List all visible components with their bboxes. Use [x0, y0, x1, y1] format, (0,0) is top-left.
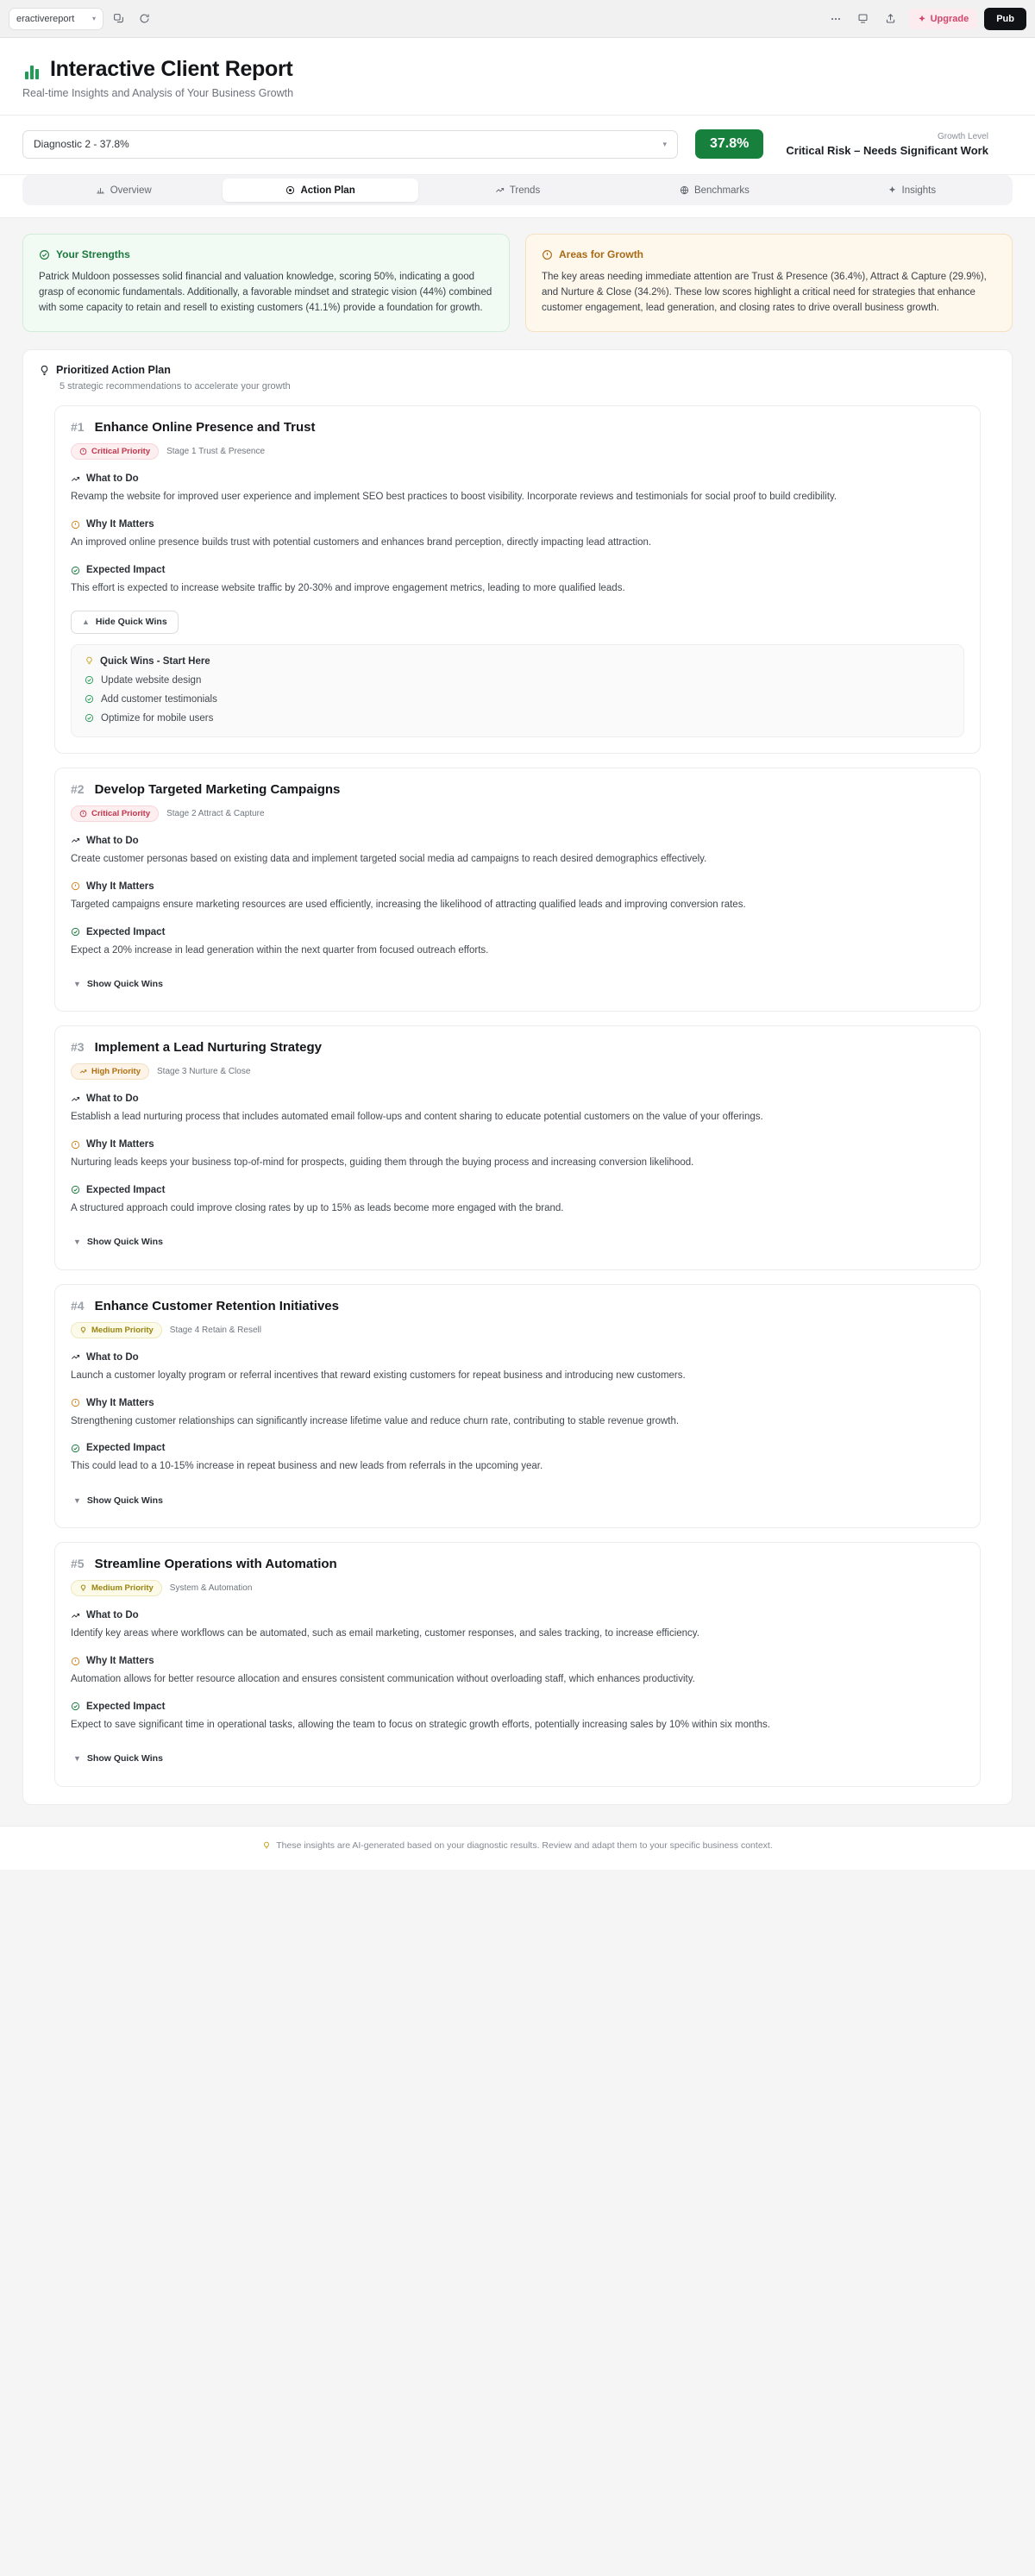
- show-quick-wins-button[interactable]: [71, 1231, 174, 1254]
- priority-badge-label: Critical Priority: [91, 447, 151, 457]
- check-circle-icon: [71, 927, 80, 937]
- recommendation-card: [54, 405, 981, 753]
- priority-badge: [71, 1322, 162, 1338]
- diagnostic-select[interactable]: [22, 130, 678, 159]
- show-quick-wins-label: Show Quick Wins: [86, 1753, 163, 1764]
- summary-cards: [22, 234, 1013, 332]
- tab-benchmarks[interactable]: [617, 179, 812, 202]
- footer-note-inner: [262, 1840, 773, 1851]
- action-plan-subtitle: 5 strategic recommendations to accelerate your growth: [60, 381, 291, 392]
- expected-impact-body: This effort is expected to increase website traffic by 20-30% and improve engagement metrics, leading to more qualified leads.: [71, 583, 625, 594]
- priority-badge-label: Critical Priority: [91, 808, 151, 818]
- what-to-do-body: Launch a customer loyalty program or referral incentives that reward existing customers for repeat business and introducing new customers.: [71, 1369, 686, 1381]
- tabs-bar: [0, 175, 1035, 218]
- recommendation-badges: [71, 443, 964, 460]
- globe-icon: [680, 185, 689, 195]
- diagnostic-select-value: Diagnostic 2 - 37.8%: [34, 138, 129, 150]
- target-icon: [285, 185, 295, 195]
- recommendation-number: #5: [71, 1557, 85, 1571]
- growth-card-header: [542, 248, 996, 260]
- hide-quick-wins-button[interactable]: [71, 611, 179, 634]
- what-to-do-body: Establish a lead nurturing process that includes automated email follow-ups and content sharing to educate potential customers on the value of your offerings.: [71, 1112, 763, 1123]
- why-it-matters-header: [71, 1656, 964, 1666]
- recommendation-title: Enhance Online Presence and Trust: [94, 420, 316, 436]
- trend-icon: [79, 1068, 87, 1075]
- publish-button[interactable]: Pub: [984, 8, 1026, 30]
- expected-impact-label: Expected Impact: [86, 1701, 166, 1712]
- trend-icon: [71, 474, 80, 484]
- upgrade-button[interactable]: [909, 9, 978, 29]
- recommendation-number: #4: [71, 1298, 85, 1313]
- action-plan-header: [39, 364, 996, 376]
- show-quick-wins-button[interactable]: [71, 1747, 174, 1771]
- page-header: [0, 38, 1035, 116]
- growth-level-value: Critical Risk – Needs Significant Work: [786, 143, 988, 157]
- what-to-do-header: [71, 1094, 964, 1104]
- check-circle-icon: [85, 675, 94, 685]
- priority-badge: [71, 1580, 162, 1596]
- what-to-do-body: Create customer personas based on existing data and implement targeted social media ad campaigns to reach desired demographics effectively.: [71, 853, 707, 864]
- chrome-right-group: [821, 8, 1026, 30]
- diagnostic-selector-row: [0, 116, 1035, 175]
- alert-circle-icon: [71, 1657, 80, 1666]
- priority-badge: [71, 805, 159, 822]
- recommendation-title-row: [71, 420, 964, 435]
- recommendation-card: [54, 1542, 981, 1786]
- tab-insights-label: Insights: [901, 185, 937, 196]
- recommendation-title-row: [71, 782, 964, 797]
- expected-impact-body: Expect to save significant time in operational tasks, allowing the team to focus on strategic growth efforts, potentially increasing sales by 10% within six months.: [71, 1719, 770, 1730]
- check-circle-icon: [71, 1444, 80, 1453]
- what-to-do-body: Identify key areas where workflows can be automated, such as email marketing, customer responses, and sales tracking, to increase efficiency.: [71, 1628, 699, 1639]
- chart-icon: [96, 185, 105, 195]
- why-it-matters-label: Why It Matters: [86, 1139, 154, 1150]
- show-quick-wins-label: Show Quick Wins: [86, 1495, 163, 1506]
- action-plan-panel: [22, 349, 1013, 1804]
- page-subtitle: Real-time Insights and Analysis of Your Business Growth: [22, 87, 294, 99]
- quick-wins-panel: [71, 644, 964, 737]
- sparkle-icon: [888, 185, 897, 195]
- score-badge: 37.8%: [695, 129, 763, 159]
- show-quick-wins-button[interactable]: [71, 1489, 174, 1512]
- check-circle-icon: [39, 249, 50, 260]
- why-it-matters-body: An improved online presence builds trust with potential customers and enhances brand perception, directly impacting lead attraction.: [71, 537, 652, 548]
- stage-label: Stage 3 Nurture & Close: [157, 1067, 251, 1077]
- recommendation-badges: [71, 1580, 964, 1596]
- strengths-card-header: [39, 248, 493, 260]
- tabs: [22, 175, 1013, 205]
- expected-impact-label: Expected Impact: [86, 565, 166, 576]
- tab-overview[interactable]: [26, 179, 221, 202]
- recommendation-badges: [71, 805, 964, 822]
- chevron-down-icon: ▾: [91, 15, 96, 22]
- quick-wins-header: [85, 656, 950, 667]
- what-to-do-header: [71, 1610, 964, 1620]
- expected-impact-body: This could lead to a 10-15% increase in repeat business and new leads from referrals in the upcoming year.: [71, 1461, 543, 1472]
- refresh-icon[interactable]: [133, 8, 155, 30]
- recommendation-number: #3: [71, 1040, 85, 1055]
- footer-note: [0, 1826, 1035, 1870]
- tab-trends[interactable]: [420, 179, 615, 202]
- why-it-matters-header: [71, 1398, 964, 1408]
- alert-circle-icon: [71, 520, 80, 530]
- stage-label: Stage 1 Trust & Presence: [166, 447, 266, 457]
- recommendation-title: Streamline Operations with Automation: [94, 1557, 337, 1572]
- quick-win-label: Optimize for mobile users: [101, 712, 214, 724]
- growth-card: [525, 234, 1013, 332]
- expected-impact-label: Expected Impact: [86, 1443, 166, 1454]
- quick-wins-title: Quick Wins - Start Here: [100, 655, 210, 667]
- show-quick-wins-button[interactable]: [71, 972, 174, 995]
- priority-badge: [71, 443, 159, 460]
- check-circle-icon: [71, 566, 80, 575]
- alert-circle-icon: [71, 881, 80, 891]
- strengths-card: [22, 234, 510, 332]
- bar-chart-icon: [22, 60, 41, 79]
- device-icon[interactable]: [852, 8, 875, 30]
- priority-badge: [71, 1063, 149, 1080]
- recommendation-badges: [71, 1063, 964, 1080]
- check-circle-icon: [71, 1702, 80, 1711]
- why-it-matters-body: Nurturing leads keeps your business top-of-mind for prospects, guiding them through the buying process and increasing conversion likelihood.: [71, 1157, 694, 1169]
- tab-trends-label: Trends: [509, 185, 541, 196]
- what-to-do-label: What to Do: [86, 1094, 139, 1105]
- chevron-down-icon: ▼: [73, 1238, 81, 1247]
- lightbulb-icon: [79, 1326, 87, 1334]
- check-circle-icon: [71, 1185, 80, 1194]
- what-to-do-label: What to Do: [86, 473, 139, 485]
- quick-win-item: [85, 675, 950, 686]
- what-to-do-label: What to Do: [86, 1351, 139, 1363]
- expected-impact-header: [71, 1702, 964, 1712]
- what-to-do-header: [71, 836, 964, 846]
- page-title: Interactive Client Report: [50, 57, 293, 81]
- show-quick-wins-label: Show Quick Wins: [86, 978, 163, 989]
- what-to-do-label: What to Do: [86, 835, 139, 846]
- expected-impact-body: Expect a 20% increase in lead generation within the next quarter from focused outreach efforts.: [71, 944, 489, 956]
- priority-badge-label: Medium Priority: [91, 1583, 154, 1594]
- expected-impact-header: [71, 1185, 964, 1195]
- recommendation-number: #1: [71, 420, 85, 435]
- expected-impact-header: [71, 1443, 964, 1453]
- check-circle-icon: [85, 713, 94, 723]
- alert-circle-icon: [71, 1398, 80, 1407]
- why-it-matters-label: Why It Matters: [86, 1656, 154, 1666]
- recommendation-badges: [71, 1322, 964, 1338]
- main-content: [0, 218, 1035, 1805]
- show-quick-wins-label: Show Quick Wins: [86, 1237, 163, 1248]
- what-to-do-body: Revamp the website for improved user experience and implement SEO best practices to boost visibility. Incorporate reviews and testimonials for social proof to build credibility.: [71, 492, 837, 503]
- tab-action-plan[interactable]: [223, 179, 417, 202]
- what-to-do-header: [71, 1352, 964, 1363]
- recommendation-title: Enhance Customer Retention Initiatives: [94, 1298, 339, 1313]
- expected-impact-label: Expected Impact: [86, 926, 166, 937]
- priority-badge-label: High Priority: [91, 1067, 141, 1077]
- why-it-matters-label: Why It Matters: [86, 881, 154, 892]
- check-circle-icon: [85, 694, 94, 704]
- strengths-title: Your Strengths: [56, 248, 130, 260]
- expected-impact-header: [71, 565, 964, 575]
- action-plan-title: Prioritized Action Plan: [56, 364, 171, 377]
- why-it-matters-header: [71, 1139, 964, 1150]
- tab-benchmarks-label: Benchmarks: [693, 185, 750, 196]
- what-to-do-header: [71, 473, 964, 484]
- lightbulb-icon: [39, 365, 50, 376]
- trend-icon: [71, 1094, 80, 1104]
- recommendation-title: Develop Targeted Marketing Campaigns: [94, 781, 341, 797]
- browser-tab[interactable]: [9, 8, 104, 30]
- tab-action-plan-label: Action Plan: [300, 185, 355, 196]
- recommendation-title-row: [71, 1040, 964, 1055]
- trend-icon: [71, 1352, 80, 1362]
- growth-level-label: Growth Level: [938, 131, 988, 141]
- expected-impact-label: Expected Impact: [86, 1184, 166, 1195]
- quick-win-label: Add customer testimonials: [101, 693, 217, 705]
- recommendation-card: [54, 1025, 981, 1269]
- trend-icon: [71, 1611, 80, 1620]
- strengths-body: Patrick Muldoon possesses solid financial and valuation knowledge, scoring 50%, indicating a good grasp of economic fundamentals. Additionally, a favorable mindset and strategic vision (44%) combined with some capacity to retain and resell to existing customers (41.1%) provide a foundation for growth.: [39, 272, 492, 313]
- chevron-down-icon: ▼: [73, 1495, 81, 1505]
- expected-impact-body: A structured approach could improve closing rates by up to 15% as leads become more engaged with the brand.: [71, 1202, 564, 1213]
- recommendation-card: [54, 768, 981, 1012]
- footer-note-text: These insights are AI-generated based on your diagnostic results. Review and adapt them to your specific business context.: [276, 1840, 773, 1851]
- hide-quick-wins-label: Hide Quick Wins: [95, 617, 167, 628]
- quick-win-label: Update website design: [101, 674, 202, 686]
- recommendation-card: [54, 1284, 981, 1528]
- growth-title: Areas for Growth: [559, 248, 644, 260]
- alert-icon: [79, 448, 87, 455]
- tab-insights[interactable]: [814, 179, 1009, 202]
- why-it-matters-header: [71, 881, 964, 892]
- chevron-up-icon: ▲: [82, 617, 90, 627]
- tab-overview-label: Overview: [110, 185, 152, 196]
- why-it-matters-label: Why It Matters: [86, 519, 154, 530]
- stage-label: Stage 2 Attract & Capture: [166, 808, 265, 818]
- title-row: [22, 57, 1013, 82]
- what-to-do-label: What to Do: [86, 1610, 139, 1621]
- upgrade-label: Upgrade: [930, 13, 969, 24]
- chevron-down-icon: ▼: [73, 1754, 81, 1764]
- alert-circle-icon: [71, 1140, 80, 1150]
- recommendation-title: Implement a Lead Nurturing Strategy: [94, 1040, 322, 1056]
- chevron-down-icon: ▾: [662, 139, 667, 148]
- trend-icon: [71, 836, 80, 845]
- stage-label: Stage 4 Retain & Resell: [169, 1325, 261, 1335]
- quick-win-item: [85, 713, 950, 724]
- recommendation-number: #2: [71, 781, 85, 796]
- browser-tab-label: eractivereport: [16, 13, 75, 24]
- why-it-matters-body: Targeted campaigns ensure marketing resources are used efficiently, increasing the likelihood of attracting qualified leads and improving conversion rates.: [71, 899, 746, 910]
- priority-badge-label: Medium Priority: [91, 1325, 154, 1335]
- more-icon[interactable]: [825, 8, 847, 30]
- lightbulb-icon: [262, 1841, 271, 1850]
- expected-impact-header: [71, 927, 964, 937]
- growth-level-block: [786, 132, 988, 157]
- why-it-matters-body: Strengthening customer relationships can significantly increase lifetime value and reduce churn rate, contributing to stable revenue growth.: [71, 1415, 680, 1426]
- why-it-matters-label: Why It Matters: [86, 1397, 154, 1408]
- alert-icon: [79, 810, 87, 818]
- duplicate-icon[interactable]: [107, 8, 129, 30]
- lightbulb-icon: [85, 656, 94, 666]
- stage-label: System & Automation: [169, 1583, 253, 1594]
- why-it-matters-body: Automation allows for better resource allocation and ensures consistent communication without overloading staff, which enhances productivity.: [71, 1674, 695, 1684]
- lightbulb-icon: [79, 1584, 87, 1592]
- quick-win-item: [85, 694, 950, 705]
- chevron-down-icon: ▼: [73, 979, 81, 988]
- why-it-matters-header: [71, 519, 964, 530]
- trend-icon: [495, 185, 505, 195]
- share-icon[interactable]: [880, 8, 902, 30]
- growth-body: The key areas needing immediate attention are Trust & Presence (36.4%), Attract & Capture (29.9%), and Nurture & Close (34.2%). These low scores highlight a critical need for strategies that enhance customer engagement, lead generation, and closing rates to drive overall business growth.: [542, 272, 987, 313]
- browser-chrome: [0, 0, 1035, 38]
- spark-icon: [918, 15, 926, 23]
- recommendation-title-row: [71, 1299, 964, 1313]
- alert-circle-icon: [542, 249, 553, 260]
- recommendation-title-row: [71, 1557, 964, 1571]
